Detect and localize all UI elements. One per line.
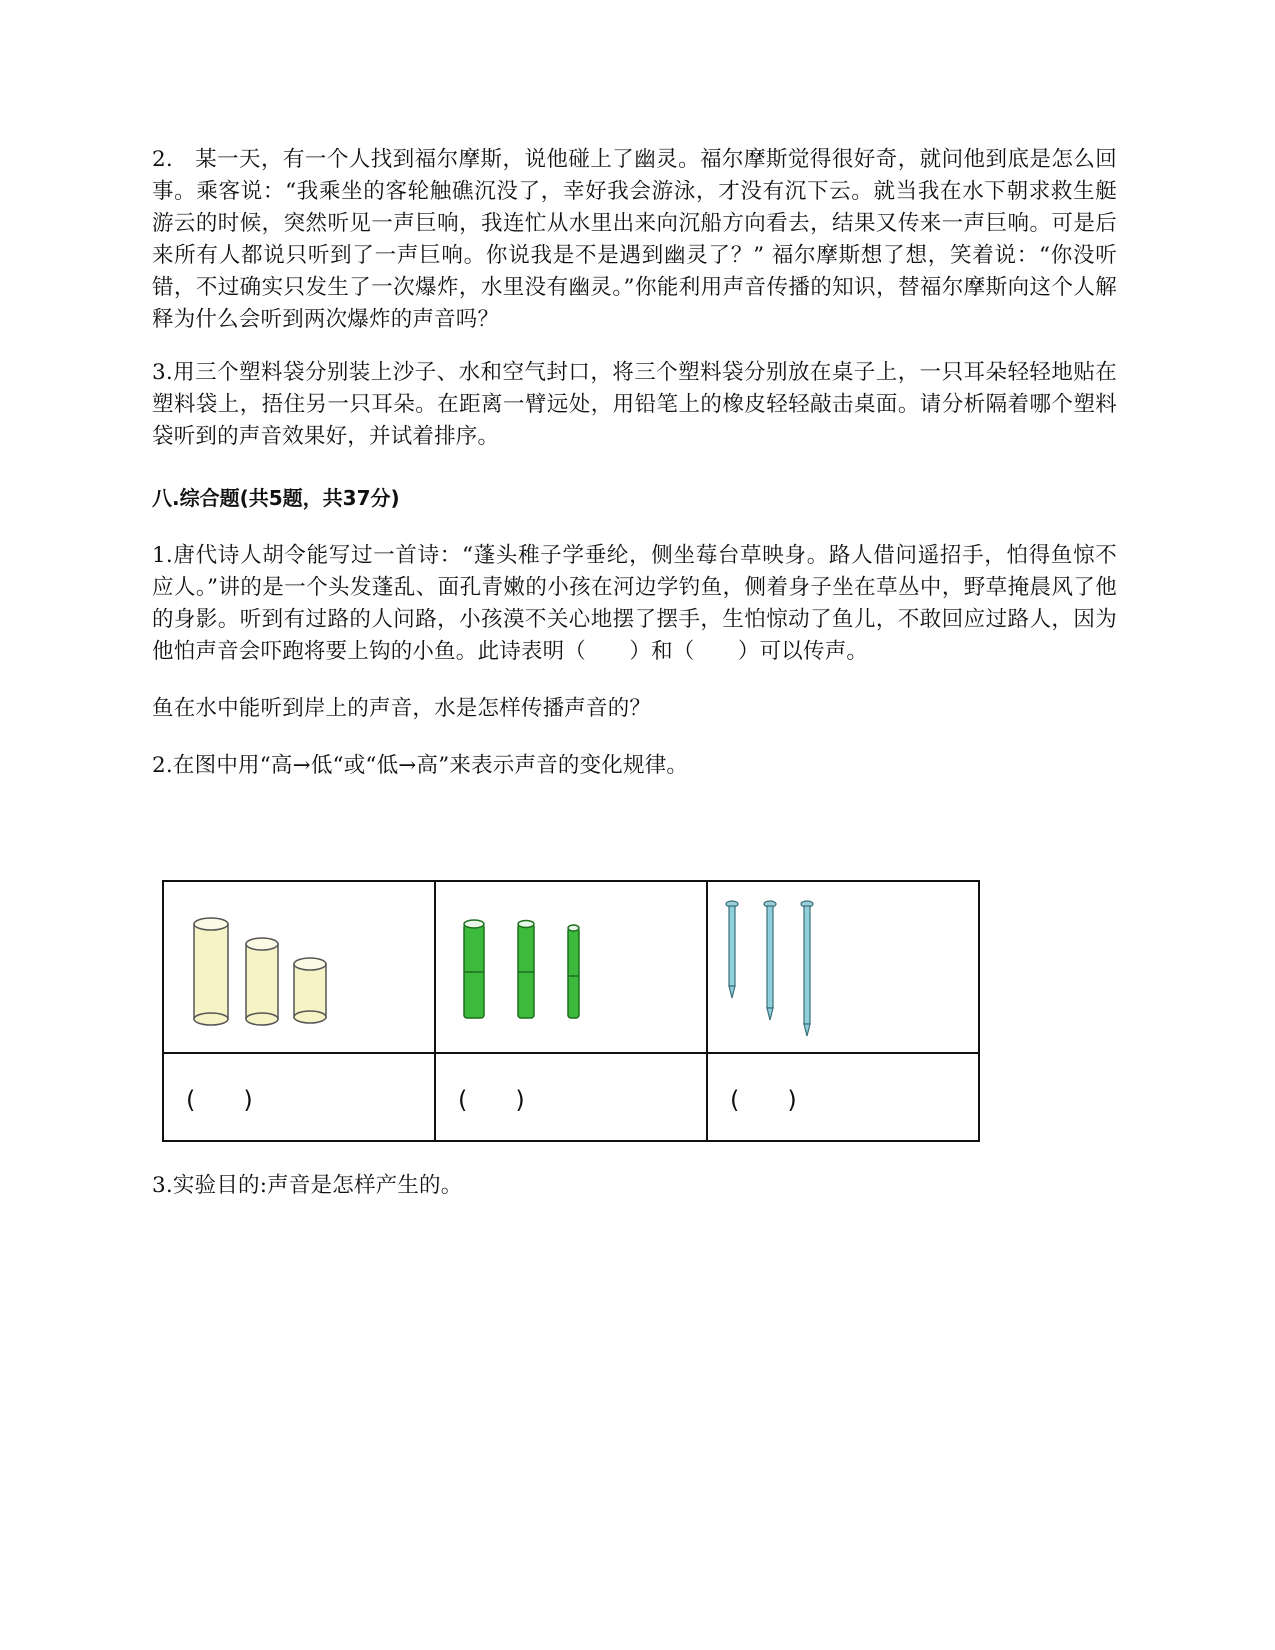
- nail-3-tip: [804, 1024, 810, 1036]
- worksheet-page: [152, 144, 1117, 1198]
- bamboo-tube-1: [464, 924, 484, 1018]
- answer-parentheses: ( ): [186, 1085, 253, 1114]
- cylinders-cell: [163, 881, 435, 1053]
- tall-cylinder-bottom: [194, 1013, 228, 1025]
- nail-2-tip: [767, 1008, 773, 1020]
- answer-parentheses: ( ): [458, 1085, 525, 1114]
- bamboo-tube-3-top: [568, 925, 579, 931]
- answer-blank-bamboo[interactable]: [435, 1053, 707, 1141]
- short-cylinder-top: [294, 958, 326, 970]
- question-3-plastic-bags: 3.用三个塑料袋分别装上沙子、水和空气封口，将三个塑料袋分别放在桌子上，一只耳朵轻轻地贴在塑料袋上，捂住另一只耳朵。在距离一臂远处，用铅笔上的橡皮轻轻敲击桌面。请分析隔着哪个塑料袋听到的声音效果好，并试着排序。: [152, 360, 1117, 449]
- nails-illustration: [708, 882, 978, 1052]
- bamboo-cell: [435, 881, 707, 1053]
- section-8-question-3: 3.实验目的:声音是怎样产生的。: [152, 1173, 463, 1198]
- nail-3-shaft: [804, 906, 810, 1024]
- tall-cylinder-top: [194, 918, 228, 930]
- short-cylinder-body: [294, 964, 326, 1017]
- medium-cylinder-top: [246, 938, 278, 950]
- bamboo-tube-3: [568, 928, 579, 1018]
- section-8-question-1: 1.唐代诗人胡令能写过一首诗：“蓬头稚子学垂纶，侧坐莓台草映身。路人借问遥招手，怕得鱼惊不应人。”讲的是一个头发蓬乱、面孔青嫩的小孩在河边学钓鱼，侧着身子坐在草丛中，野草掩晨风了他的身影。听到有过路的人问路，小孩漠不关心地摆了摆手，生怕惊动了鱼儿，不敢回应过路人，因为他怕声音会吓跑将要上钩的小鱼。此诗表明（ ）和（ ）可以传声。: [152, 543, 1117, 664]
- nail-1-tip: [729, 986, 735, 998]
- short-cylinder-bottom: [294, 1011, 326, 1023]
- bamboo-tube-2-top: [518, 921, 534, 928]
- bamboo-tube-1-top: [464, 920, 484, 928]
- section-8-question-2: 2.在图中用“高→低“或“低→高”来表示声音的变化规律。: [152, 753, 689, 778]
- section-8-heading: 八.综合题(共5题，共37分): [152, 486, 400, 510]
- tall-cylinder-body: [194, 924, 228, 1019]
- answer-blank-nails[interactable]: [707, 1053, 979, 1141]
- answer-blank-cylinders[interactable]: [163, 1053, 435, 1141]
- medium-cylinder-body: [246, 944, 278, 1019]
- answer-parentheses: ( ): [730, 1085, 797, 1114]
- nail-2-shaft: [767, 906, 773, 1008]
- nails-cell: [707, 881, 979, 1053]
- pitch-figure-table: [162, 880, 980, 1142]
- bamboo-tube-2: [518, 924, 534, 1018]
- section-8-question-1-followup: 鱼在水中能听到岸上的声音，水是怎样传播声音的？: [152, 696, 652, 721]
- cylinders-illustration: [164, 882, 434, 1052]
- medium-cylinder-bottom: [246, 1013, 278, 1025]
- nail-1-shaft: [729, 906, 735, 986]
- bamboo-tubes-illustration: [436, 882, 706, 1052]
- question-2-sound-travel: 2. 某一天，有一个人找到福尔摩斯，说他碰上了幽灵。福尔摩斯觉得很好奇，就问他到底是怎么回事。乘客说：“我乘坐的客轮触礁沉没了，幸好我会游泳，才没有沉下云。就当我在水下朝求救生艇游云的时候，突然听见一声巨响，我连忙从水里出来向沉船方向看去，结果又传来一声巨响。可是后来所有人都说只听到了一声巨响。你说我是不是遇到幽灵了？” 福尔摩斯想了想，笑着说：“你没听错，不过确实只发生了一次爆炸，水里没有幽灵。”你能利用声音传播的知识，替福尔摩斯向这个人解释为什么会听到两次爆炸的声音吗？: [152, 147, 1117, 332]
